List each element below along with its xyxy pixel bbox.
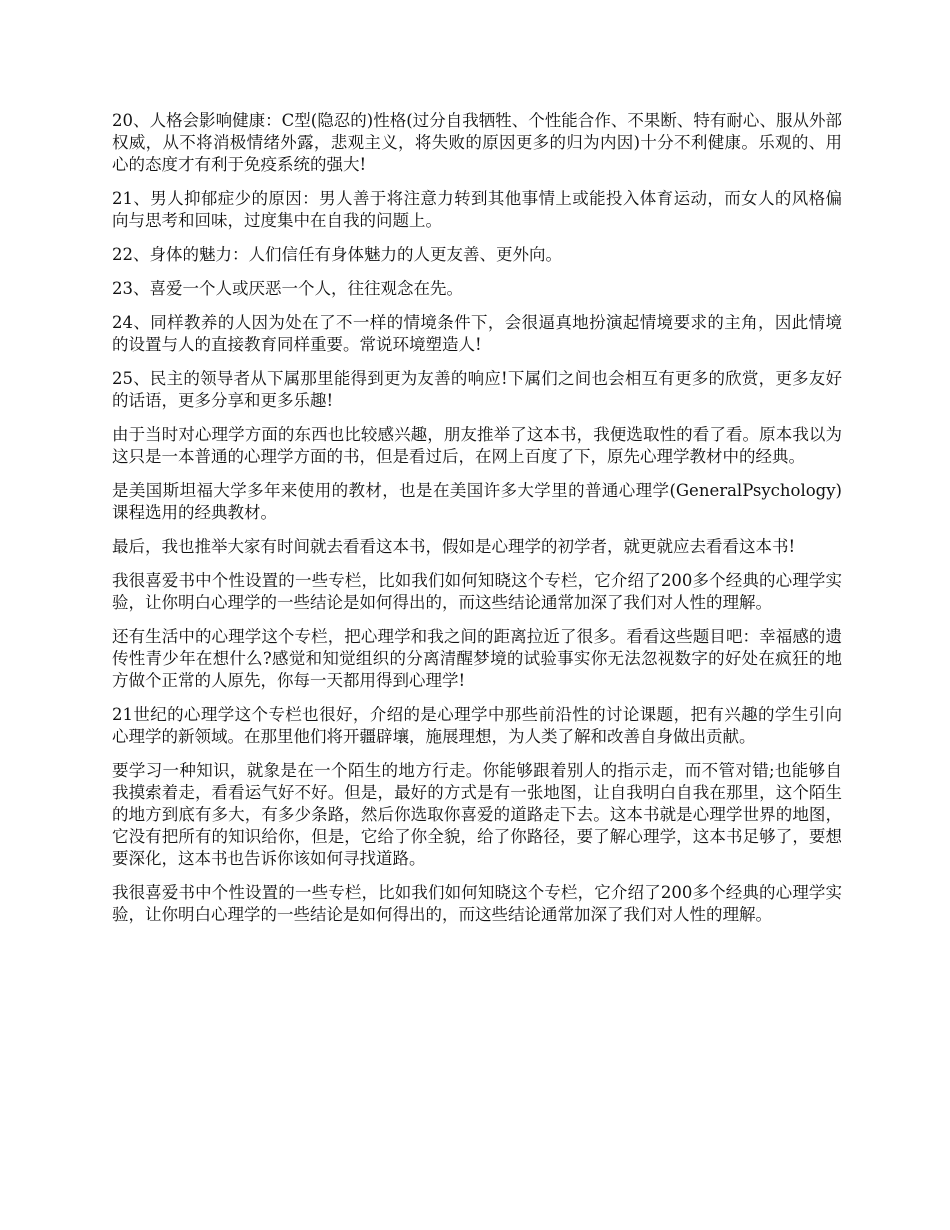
paragraph-column-everyday-psychology: 还有生活中的心理学这个专栏，把心理学和我之间的距离拉近了很多。看看这些题目吧：幸福感的遗传性青少年在想什么?感觉和知觉组织的分离清醒梦境的试验事实你无法忽视数字的好处在疯狂的地方做个正常的人原先，你每一天都用得到心理学! xyxy=(112,627,842,690)
paragraph-map-metaphor: 要学习一种知识，就象是在一个陌生的地方行走。你能够跟着别人的指示走，而不管对错;也能够自我摸索着走，看看运气好不好。但是，最好的方式是有一张地图，让自我明白自我在那里，这个陌生的地方到底有多大，有多少条路，然后你选取你喜爱的道路走下去。这本书就是心理学世界的地图，它没有把所有的知识给你，但是，它给了你全貌，给了你路径，要了解心理学，这本书足够了，要想要深化，这本书也告诉你该如何寻找道路。 xyxy=(112,761,842,868)
paragraph-recommendation-origin: 由于当时对心理学方面的东西也比较感兴趣，朋友推举了这本书，我便选取性的看了看。原本我以为这只是一本普通的心理学方面的书，但是看过后，在网上百度了下，原先心理学教材中的经典。 xyxy=(112,425,842,466)
paragraph-25: 25、民主的领导者从下属那里能得到更为友善的响应!下属们之间也会相互有更多的欣赏，更多友好的话语，更多分享和更多乐趣! xyxy=(112,369,842,410)
paragraph-23: 23、喜爱一个人或厌恶一个人，往往观念在先。 xyxy=(112,279,463,298)
paragraph-24: 24、同样教养的人因为处在了不一样的情境条件下，会很逼真地扮演起情境要求的主角，因此情境的设置与人的直接教育同样重要。常说环境塑造人! xyxy=(112,313,842,354)
paragraph-column-21st-century: 21世纪的心理学这个专栏也很好，介绍的是心理学中那些前沿性的讨论课题，把有兴趣的学生引向心理学的新领域。在那里他们将开疆辟壤，施展理想，为人类了解和改善自身做出贡献。 xyxy=(112,705,842,746)
paragraph-21: 21、男人抑郁症少的原因：男人善于将注意力转到其他事情上或能投入体育运动，而女人的风格偏向与思考和回味，过度集中在自我的问题上。 xyxy=(112,189,842,230)
paragraph-20: 20、人格会影响健康：C型(隐忍的)性格(过分自我牺牲、个性能合作、不果断、特有耐心、服从外部权威，从不将消极情绪外露，悲观主义，将失败的原因更多的归为内因)十分不利健康。乐观的、用心的态度才有利于免疫系统的强大! xyxy=(112,111,842,174)
paragraph-stanford-textbook: 是美国斯坦福大学多年来使用的教材，也是在美国许多大学里的普通心理学(GeneralPsychology)课程选用的经典教材。 xyxy=(112,481,842,522)
paragraph-column-how-we-know: 我很喜爱书中个性设置的一些专栏，比如我们如何知晓这个专栏，它介绍了200多个经典的心理学实验，让你明白心理学的一些结论是如何得出的，而这些结论通常加深了我们对人性的理解。 xyxy=(112,571,842,612)
paragraph-22: 22、身体的魅力：人们信任有身体魅力的人更友善、更外向。 xyxy=(112,245,562,264)
paragraph-column-repeat: 我很喜爱书中个性设置的一些专栏，比如我们如何知晓这个专栏，它介绍了200多个经典的心理学实验，让你明白心理学的一些结论是如何得出的，而这些结论通常加深了我们对人性的理解。 xyxy=(112,883,842,924)
document-body xyxy=(112,110,842,938)
paragraph-recommend-reading: 最后，我也推举大家有时间就去看看这本书，假如是心理学的初学者，就更就应去看看这本书! xyxy=(112,537,796,556)
